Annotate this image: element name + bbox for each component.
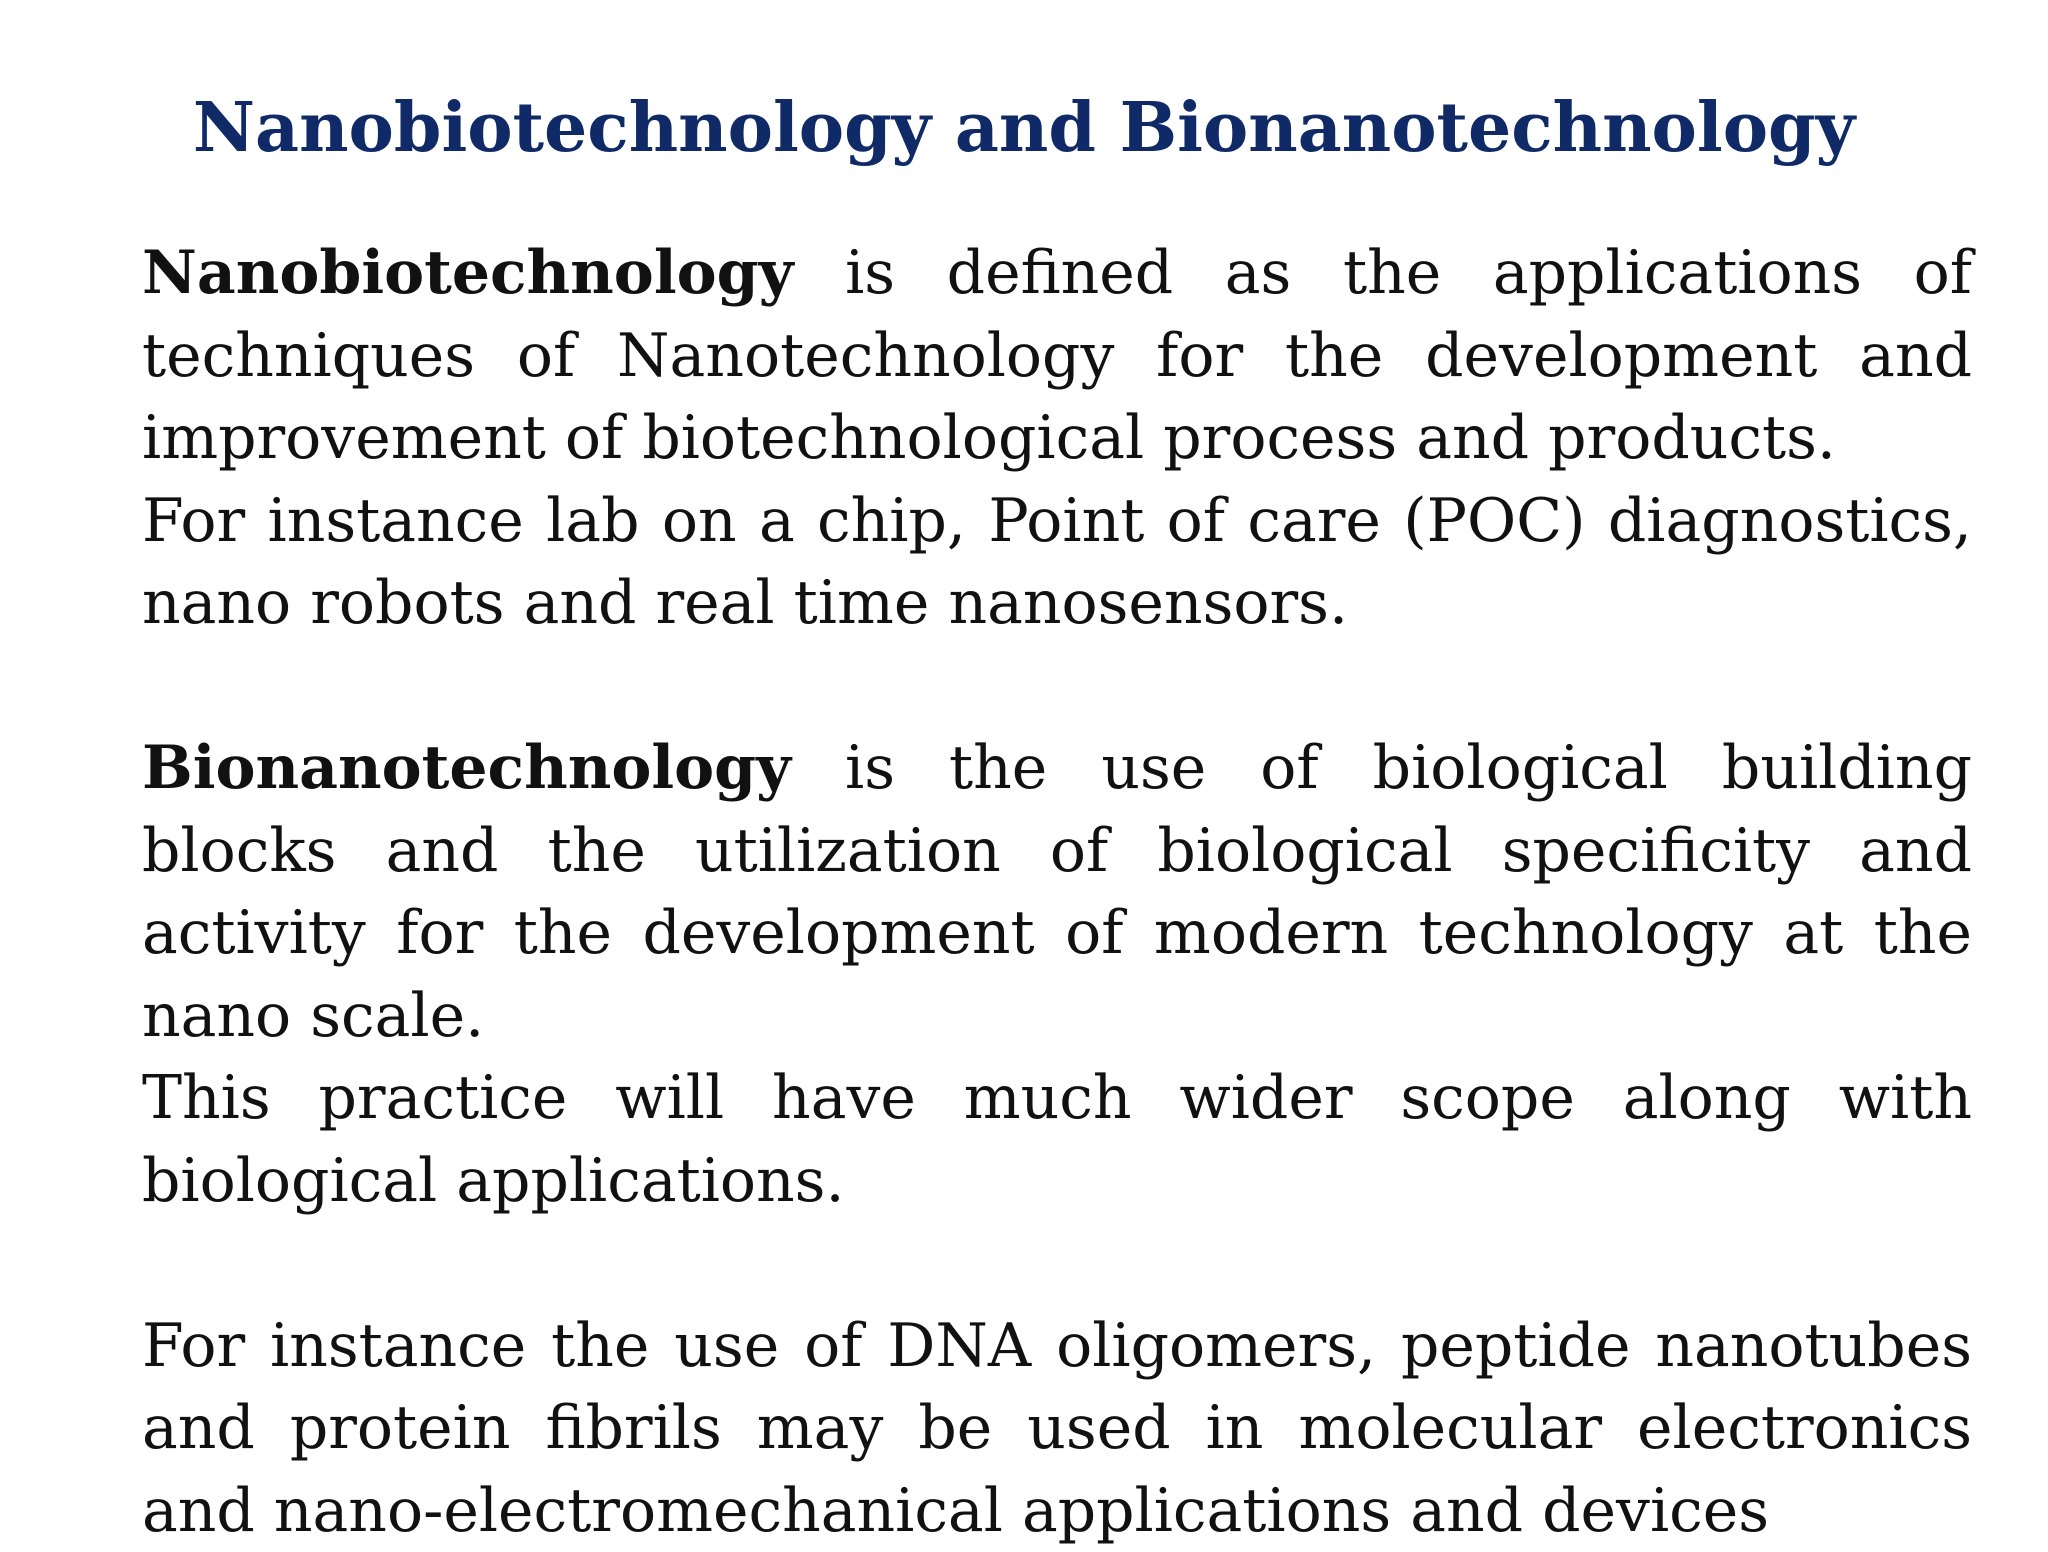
nanobiotechnology-term: Nanobiotechnology — [142, 238, 793, 308]
bionanotechnology-example: For instance the use of DNA oligomers, peptide nanotubes and protein fibrils may be used in molecular electronics and nano-electromechanical applications and devices — [142, 1305, 1972, 1552]
nanobiotechnology-example: For instance lab on a chip, Point of care (POC) diagnostics, nano robots and real time nanosensors. — [142, 480, 1972, 645]
bionanotechnology-term: Bionanotechnology — [142, 733, 791, 803]
paragraph-gap — [142, 1222, 1972, 1305]
bionanotechnology-definition-text: is the use of biological building blocks and the utilization of biological specificity and activity for the development of modern technology at the nano scale. — [142, 733, 1972, 1051]
slide-body — [142, 232, 1972, 1552]
bionanotechnology-scope: This practice will have much wider scope along with biological applications. — [142, 1057, 1972, 1222]
slide-title: Nanobiotechnology and Bionanotechnology — [0, 82, 2048, 174]
paragraph-gap — [142, 645, 1972, 728]
nanobiotechnology-definition-text: is defined as the applications of techniques of Nanotechnology for the development and improvement of biotechnological process and products. — [142, 238, 1972, 473]
nanobiotechnology-definition — [142, 232, 1972, 480]
bionanotechnology-definition — [142, 727, 1972, 1057]
